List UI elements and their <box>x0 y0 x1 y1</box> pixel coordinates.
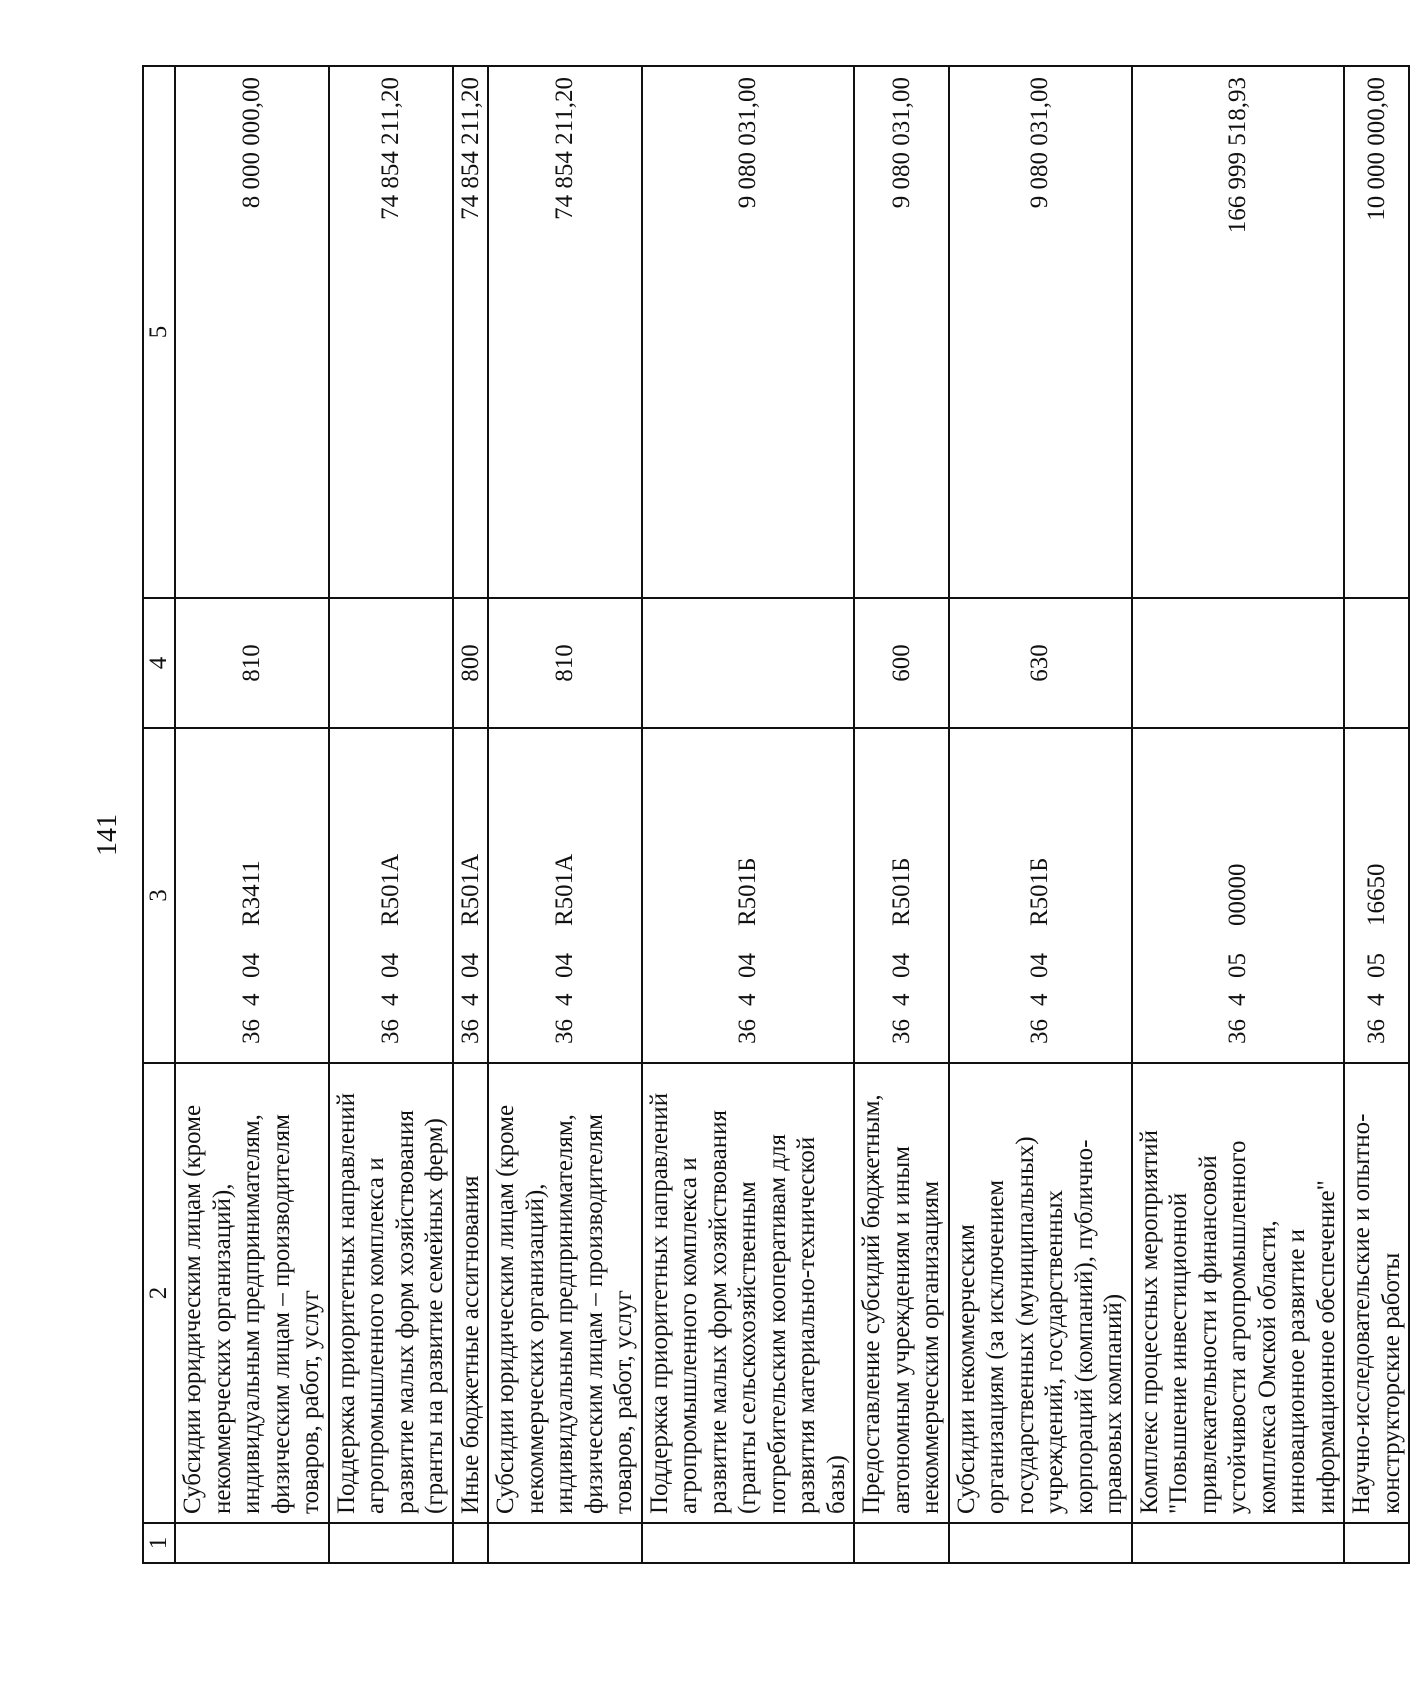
budget-code <box>1132 728 1345 1063</box>
budget-table-rotated <box>142 67 1405 1564</box>
item-name: Поддержка приоритетных направлений агропромышленного комплекса и развитие малых форм хозяйствования (гранты на развитие семейных ферм) <box>329 1063 453 1523</box>
amount: 9 080 031,00 <box>949 66 1132 598</box>
code-part: 04 <box>887 953 915 978</box>
code-part: 05 <box>1224 953 1251 978</box>
table-row <box>1344 66 1409 1563</box>
row-number-cell <box>488 1523 642 1563</box>
code-part: 36 <box>1362 1019 1390 1044</box>
code-part: 05 <box>1362 953 1390 978</box>
code-part: R501Б <box>887 857 915 926</box>
budget-code <box>642 728 855 1063</box>
code-part: 04 <box>734 953 761 978</box>
amount: 166 999 518,93 <box>1132 66 1345 598</box>
item-name: Иные бюджетные ассигнования <box>453 1063 489 1523</box>
code-part: 36 <box>734 1019 761 1044</box>
header-col-1: 1 <box>143 1523 175 1563</box>
header-col-3: 3 <box>143 728 175 1063</box>
code-part: 04 <box>456 953 484 978</box>
expense-type: 810 <box>488 598 642 728</box>
expense-type: 600 <box>854 598 949 728</box>
table-row <box>488 66 642 1563</box>
table-row <box>1132 66 1345 1563</box>
code-part: 00000 <box>1224 863 1251 926</box>
amount: 74 854 211,20 <box>453 66 489 598</box>
code-part: 36 <box>238 1019 265 1044</box>
item-name: Научно-исследовательские и опытно-конструкторские работы <box>1344 1063 1409 1523</box>
item-name: Предоставление субсидий бюджетным, автономным учреждениям и иным некоммерческим организациям <box>854 1063 949 1523</box>
code-part: 4 <box>238 993 265 1006</box>
item-name: Комплекс процессных мероприятий "Повышение инвестиционной привлекательности и финансовой устойчивости агропромышленного комплекса Омской области, инновационное развитие и информационное обеспечение" <box>1132 1063 1345 1523</box>
budget-table <box>142 65 1410 1564</box>
amount: 10 000 000,00 <box>1344 66 1409 598</box>
code-part: R501Б <box>734 857 761 926</box>
code-part: 4 <box>734 993 761 1006</box>
row-number-cell <box>1132 1523 1345 1563</box>
expense-type <box>1132 598 1345 728</box>
code-part: R3411 <box>238 860 265 926</box>
table-row <box>949 66 1132 1563</box>
code-part: 4 <box>1026 993 1054 1006</box>
expense-type <box>329 598 453 728</box>
expense-type <box>1344 598 1409 728</box>
header-row <box>143 66 175 1563</box>
code-part: 36 <box>376 1019 404 1044</box>
code-part: 36 <box>551 1019 578 1044</box>
header-col-4: 4 <box>143 598 175 728</box>
amount: 74 854 211,20 <box>329 66 453 598</box>
table-row <box>175 66 329 1563</box>
code-part: 36 <box>1224 1019 1251 1044</box>
code-part: 36 <box>456 1019 484 1044</box>
code-part: 04 <box>1026 953 1054 978</box>
table-row <box>329 66 453 1563</box>
code-part: R501А <box>551 853 578 926</box>
page-number: 141 <box>92 814 123 856</box>
header-col-2: 2 <box>143 1063 175 1523</box>
budget-code <box>1344 728 1409 1063</box>
budget-code <box>453 728 489 1063</box>
amount: 9 080 031,00 <box>854 66 949 598</box>
row-number-cell <box>642 1523 855 1563</box>
budget-code <box>175 728 329 1063</box>
row-number-cell <box>949 1523 1132 1563</box>
code-part: 4 <box>1362 993 1390 1006</box>
item-name: Субсидии юридическим лицам (кроме некоммерческих организаций), индивидуальным предпринимателям, физическим лицам – производителям товаров, работ, услуг <box>175 1063 329 1523</box>
table-row <box>642 66 855 1563</box>
code-part: 4 <box>1224 993 1251 1006</box>
code-part: R501А <box>376 853 404 926</box>
code-part: 4 <box>551 993 578 1006</box>
expense-type <box>642 598 855 728</box>
budget-code <box>488 728 642 1063</box>
header-col-5: 5 <box>143 66 175 598</box>
code-part: 36 <box>887 1019 915 1044</box>
code-part: 04 <box>376 953 404 978</box>
row-number-cell <box>1344 1523 1409 1563</box>
table-row <box>854 66 949 1563</box>
expense-type: 630 <box>949 598 1132 728</box>
row-number-cell <box>854 1523 949 1563</box>
code-part: 4 <box>887 993 915 1006</box>
code-part: 04 <box>238 953 265 978</box>
code-part: 4 <box>456 993 484 1006</box>
row-number-cell <box>453 1523 489 1563</box>
budget-code <box>854 728 949 1063</box>
amount: 8 000 000,00 <box>175 66 329 598</box>
amount: 9 080 031,00 <box>642 66 855 598</box>
code-part: 36 <box>1026 1019 1054 1044</box>
expense-type: 810 <box>175 598 329 728</box>
row-number-cell <box>175 1523 329 1563</box>
item-name: Субсидии юридическим лицам (кроме некоммерческих организаций), индивидуальным предпринимателям, физическим лицам – производителям товаров, работ, услуг <box>488 1063 642 1523</box>
budget-code <box>949 728 1132 1063</box>
amount: 74 854 211,20 <box>488 66 642 598</box>
code-part: R501А <box>456 853 484 926</box>
code-part: R501Б <box>1026 857 1054 926</box>
table-row <box>453 66 489 1563</box>
code-part: 04 <box>551 953 578 978</box>
code-part: 4 <box>376 993 404 1006</box>
expense-type: 800 <box>453 598 489 728</box>
row-number-cell <box>329 1523 453 1563</box>
item-name: Субсидии некоммерческим организациям (за исключением государственных (муниципальных) учреждений, государственных корпораций (компаний), публично-правовых компаний) <box>949 1063 1132 1523</box>
item-name: Поддержка приоритетных направлений агропромышленного комплекса и развитие малых форм хозяйствования (гранты сельскохозяйственным потребительским кооперативам для развития материально-технической базы) <box>642 1063 855 1523</box>
budget-code <box>329 728 453 1063</box>
code-part: 16650 <box>1362 863 1390 926</box>
